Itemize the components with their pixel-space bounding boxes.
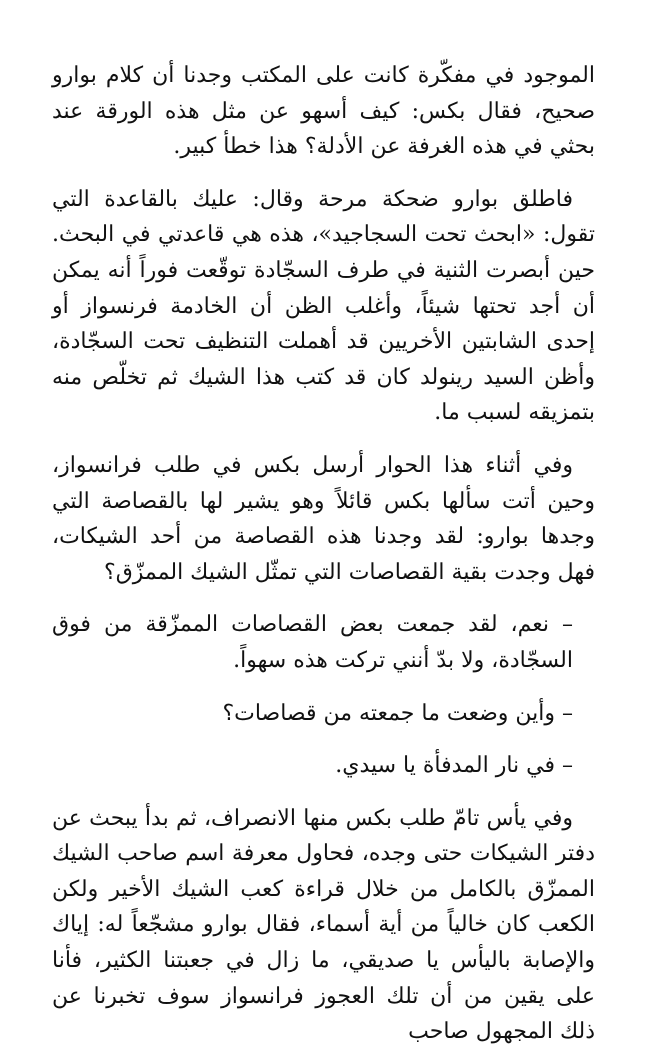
dialogue-line-2: – وأين وضعت ما جمعته من قصاصات؟ bbox=[222, 700, 573, 726]
dialogue-line-1: – نعم، لقد جمعت بعض القصاصات الممزّقة من فوق السجّادة، ولا بدّ أنني تركت هذه سهواً. bbox=[52, 612, 573, 673]
paragraph-2: فاطلق بوارو ضحكة مرحة وقال: عليك بالقاعدة التي تقول: «ابحث تحت السجاجيد»، هذه هي قاعدتي في البحث. حين أبصرت الثنية في طرف السجّادة توقّعت فوراً أنه يمكن أن أجد تحتها شيئاً، وأغلب الظن أن الخادمة فرنسواز أو إحدى الشابتين الأخريين قد أهملت التنظيف تحت السجّادة، وأظن السيد رينولد كان قد كتب هذا الشيك ثم تخلّص منه بتمزيقه لسبب ما. bbox=[52, 186, 595, 426]
paragraph-3: وفي أثناء هذا الحوار أرسل بكس في طلب فرانسواز، وحين أتت سألها بكس قائلاً وهو يشير لها بالقصاصة التي وجدها بوارو: لقد وجدنا هذه القصاصة من أحد الشيكات، فهل وجدت بقية القصاصات التي تمثّل الشيك الممزّق؟ bbox=[52, 452, 595, 585]
paragraph-4: وفي يأس تامّ طلب بكس منها الانصراف، ثم بدأ يبحث عن دفتر الشيكات حتى وجده، فحاول معرفة اسم صاحب الشيك الممزّق بالكامل من خلال قراءة كعب الشيك الأخير ولكن الكعب كان خالياً من أية أسماء، فقال بوارو مشجّعاً له: إياك والإصابة باليأس يا صديقي، ما زال في جعبتنا الكثير، فأنا على يقين من أن تلك العجوز فرانسواز سوف تخبرنا عن ذلك المجهول صاحب bbox=[52, 805, 595, 1045]
dialogue-line-3: – في نار المدفأة يا سيدي. bbox=[335, 753, 573, 779]
paragraph-1: الموجود في مفكّرة كانت على المكتب وجدنا أن كلام بوارو صحيح، فقال بكس: كيف أسهو عن مثل هذه الورقة عند بحثي في هذه الغرفة عن الأدلة؟ هذا خطأ كبير. bbox=[52, 63, 595, 160]
